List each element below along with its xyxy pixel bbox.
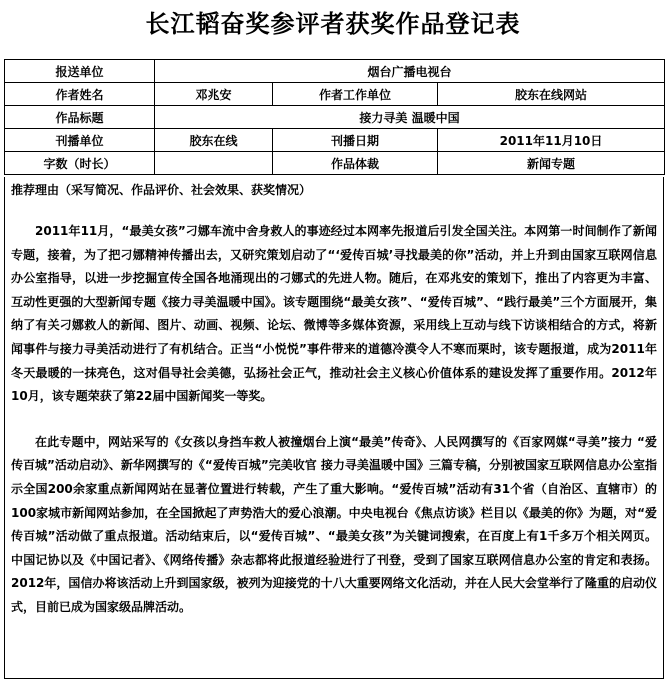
value-author-employer: 胶东在线网站	[438, 83, 665, 106]
label-genre: 作品体裁	[273, 152, 438, 175]
registration-table	[4, 59, 665, 175]
value-submitting-unit: 烟台广播电视台	[155, 60, 665, 83]
label-publisher: 刊播单位	[5, 129, 155, 152]
value-publish-date: 2011年11月10日	[438, 129, 665, 152]
label-work-title: 作品标题	[5, 106, 155, 129]
table-row	[5, 60, 665, 83]
label-submitting-unit: 报送单位	[5, 60, 155, 83]
table-row	[5, 152, 665, 175]
label-publish-date: 刊播日期	[273, 129, 438, 152]
table-row	[5, 83, 665, 106]
table-row	[5, 106, 665, 129]
value-work-title: 接力寻美 温暖中国	[155, 106, 665, 129]
recommendation-paragraph: 在此专题中，网站采写的《女孩以身挡车救人被撞烟台上演“最美”传奇》、人民网撰写的《百家网媒“寻美”接力 “爱传百城”活动启动》、新华网撰写的《“爱传百城”完美收官 接力寻美温暖中国》三篇专稿，分别被国家互联网信息办公室指示全国200余家重点新闻网站在显著位置进行转载，产生了重大影响。“爱传百城”活动有31个省（自治区、直辖市）的100家城市新闻网站参加，在全国掀起了声势浩大的爱心浪潮。中央电视台《焦点访谈》栏目以《最美的你》为题，对“爱传百城”活动做了重点报道。活动结束后，以“爱传百城”、“最美女孩”为关键词搜索，在百度上有1千多万个相关网页。中国记协以及《中国记者》、《网络传播》杂志都将此报道经验进行了刊登，受到了国家互联网信息办公室的肯定和表扬。2012年，国信办将该活动上升到国家级，被列为迎接党的十八大重要网络文化活动，并在人民大会堂举行了隆重的启动仪式，目前已成为国家级品牌活动。	[11, 434, 657, 614]
table-row	[5, 129, 665, 152]
value-publisher: 胶东在线	[155, 129, 273, 152]
recommendation-section	[4, 177, 664, 679]
recommendation-paragraph: 2011年11月，“最美女孩”刁娜车流中舍身救人的事迹经过本网率先报道后引发全国关注。本网第一时间制作了新闻专题，接着，为了把刁娜精神传播出去，又研究策划启动了“‘爱传百城’寻找最美的你”活动，并上升到由国家互联网信息办公室指导，以进一步挖掘宣传全国各地涌现出的刁娜式的先进人物。随后，在邓兆安的策划下，推出了内容更为丰富、互动性更强的大型新闻专题《接力寻美温暖中国》。该专题围绕“最美女孩”、“爱传百城”、“践行最美”三个方面展开，集纳了有关刁娜救人的新闻、图片、动画、视频、论坛、微博等多媒体资源，采用线上互动与线下访谈相结合的方式，将新闻事件与接力寻美活动进行了有机结合。正当“小悦悦”事件带来的道德冷漠令人不寒而栗时，该专题报道，成为2011年冬天最暖的一抹亮色，这对倡导社会美德，弘扬社会正气，推动社会主义核心价值体系的建设发挥了重要作用。2012年10月，该专题荣获了第22届中国新闻奖一等奖。	[11, 224, 657, 404]
value-word-count	[155, 152, 273, 175]
label-author-name: 作者姓名	[5, 83, 155, 106]
recommendation-heading: 推荐理由（采写简况、作品评价、社会效果、获奖情况）	[11, 183, 312, 197]
label-word-count: 字数（时长）	[5, 152, 155, 175]
page-title: 长江韬奋奖参评者获奖作品登记表	[145, 10, 521, 38]
value-author-name: 邓兆安	[155, 83, 273, 106]
label-author-employer: 作者工作单位	[273, 83, 438, 106]
value-genre: 新闻专题	[438, 152, 665, 175]
